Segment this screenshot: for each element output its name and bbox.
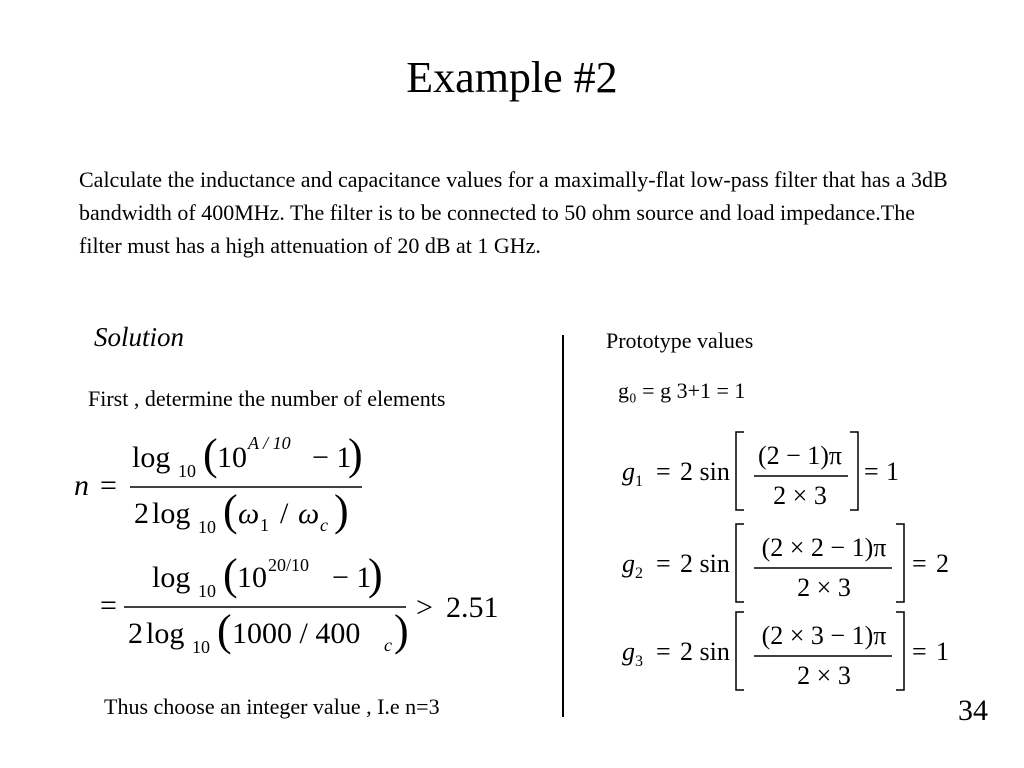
right-bracket <box>850 432 858 510</box>
close-paren: ) <box>348 430 363 479</box>
g2-equation <box>622 524 949 602</box>
equals-sign: = <box>656 457 671 486</box>
left-bracket <box>736 432 744 510</box>
ten-base: 10 <box>217 441 247 474</box>
omega-one: ω <box>238 497 260 530</box>
ratio-sub-c: c <box>384 635 392 655</box>
conclusion-text: Thus choose an integer value , I.e n=3 <box>104 694 440 719</box>
log-label: log <box>152 497 191 530</box>
open-paren: ( <box>217 606 232 655</box>
numerator: (2 × 3 − 1)π <box>761 621 887 650</box>
equals-sign: = <box>912 637 927 666</box>
close-paren: ) <box>368 550 383 599</box>
open-paren: ( <box>203 430 218 479</box>
open-paren: ( <box>223 550 238 599</box>
sin-label: 2 sin <box>680 637 730 666</box>
denominator: 2 × 3 <box>773 481 827 510</box>
denominator-ratio: 1000 / 400 <box>232 617 361 650</box>
n-symbol: n <box>74 469 89 502</box>
page-number: 34 <box>958 694 988 727</box>
g1-value: 1 <box>886 457 899 486</box>
equals-sign: = <box>656 549 671 578</box>
close-paren: ) <box>394 606 409 655</box>
two-coefficient: 2 <box>128 617 143 650</box>
equals-sign: = <box>864 457 879 486</box>
solution-heading: Solution <box>94 322 185 352</box>
n-equation <box>70 425 540 675</box>
log-base: 10 <box>192 637 210 657</box>
sin-label: 2 sin <box>680 457 730 486</box>
first-step-text: First , determine the number of elements <box>88 386 446 411</box>
slash: / <box>280 497 289 530</box>
equals-sign: = <box>656 637 671 666</box>
result-value: 2.51 <box>446 591 499 624</box>
g3-value: 1 <box>936 637 949 666</box>
g3-lhs: $g_3$ <box>622 637 643 670</box>
denominator: 2 × 3 <box>797 573 851 602</box>
prototype-heading: Prototype values <box>606 328 754 353</box>
g0-equation: g₀ = g 3+1 = 1 <box>618 378 746 403</box>
two-coefficient: 2 <box>134 497 149 530</box>
numerator: (2 − 1)π <box>757 441 843 470</box>
ten-base: 10 <box>237 561 267 594</box>
g2-lhs: $g_2$ <box>622 549 643 582</box>
greater-than: > <box>416 591 433 624</box>
omega-sub-one: 1 <box>260 515 269 535</box>
exponent-2010: 20/10 <box>268 555 310 575</box>
denominator: 2 × 3 <box>797 661 851 690</box>
equals-sign: = <box>912 549 927 578</box>
minus-one: − 1 <box>332 561 372 594</box>
g1-lhs: $g_1$ <box>622 457 643 490</box>
left-bracket <box>736 612 744 690</box>
sin-label: 2 sin <box>680 549 730 578</box>
g3-equation <box>622 612 949 690</box>
log-label: log <box>152 561 191 594</box>
numerator: (2 × 2 − 1)π <box>761 533 887 562</box>
right-bracket <box>896 524 904 602</box>
log-base: 10 <box>178 461 196 481</box>
slide-title: Example #2 <box>406 53 618 102</box>
log-label: log <box>146 617 185 650</box>
omega-sub-c: c <box>320 515 328 535</box>
problem-statement: Calculate the inductance and capacitance values for a maximally-flat low-pass filter that has a 3dB bandwidth of 400MHz. The filter is to be connected to 50 ohm source and load impedance.The filter must has a high attenuation of 20 dB at 1 GHz. <box>79 167 948 258</box>
equals-sign: = <box>100 589 117 622</box>
omega-c: ω <box>298 497 320 530</box>
log-base: 10 <box>198 581 216 601</box>
prototype-equations <box>612 372 972 692</box>
column-divider <box>562 335 564 717</box>
minus-one: − 1 <box>312 441 352 474</box>
right-bracket <box>896 612 904 690</box>
left-bracket <box>736 524 744 602</box>
g1-equation <box>622 432 899 510</box>
log-base: 10 <box>198 517 216 537</box>
equals-sign: = <box>100 469 117 502</box>
open-paren: ( <box>223 486 238 535</box>
g2-value: 2 <box>936 549 949 578</box>
log-label: log <box>132 441 171 474</box>
exponent-a10: A / 10 <box>248 433 291 453</box>
close-paren: ) <box>334 486 349 535</box>
